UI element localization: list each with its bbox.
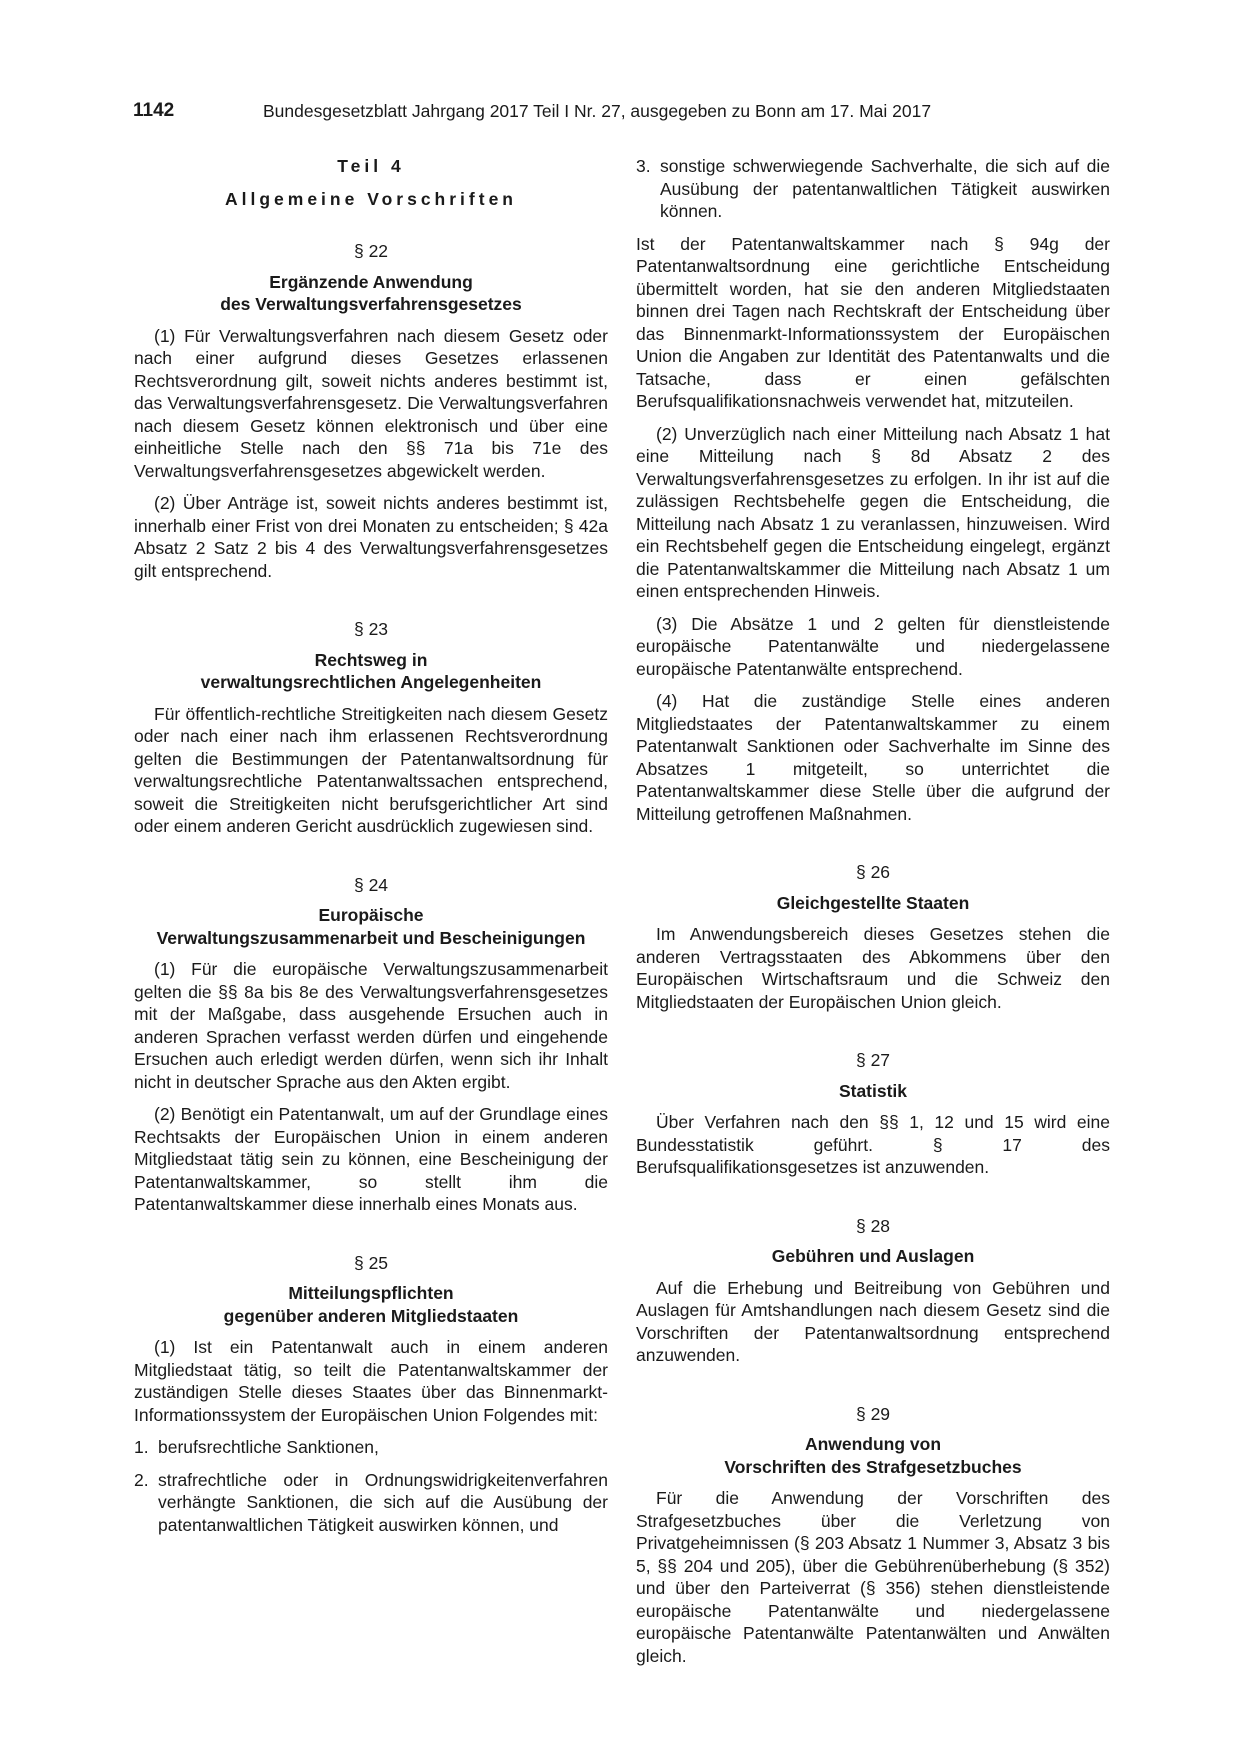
paragraph: (1) Für Verwaltungsverfahren nach diesem Gesetz oder nach einer aufgrund dieses Gesetzes erlassenen Rechtsverordnung gilt, soweit nichts anderes bestimmt ist, das Verwaltungsverfahrensgesetz. Die Verwaltungsverfahren nach diesem Gesetz können elektronisch und über eine einheitliche Stelle nach den §§ 71a bis 71e des Verwaltungsverfahrensgesetzes abgewickelt werden. [134, 325, 608, 481]
list-item-number: 3. [636, 156, 651, 176]
section-28 [636, 1215, 1110, 1367]
section-23 [134, 618, 608, 838]
list-item [134, 1436, 608, 1459]
part-subtitle: Allgemeine Vorschriften [224, 188, 517, 209]
section-title [134, 271, 608, 316]
list-item-number: 1. [134, 1437, 149, 1457]
section-title-line: des Verwaltungsverfahrensgesetzes [220, 294, 522, 314]
page-number: 1142 [133, 100, 175, 121]
section-title-line: Europäische [318, 905, 424, 925]
section-title-line: Rechtsweg in [314, 649, 428, 670]
section-title-line: Verwaltungszusammenarbeit und Bescheinigungen [156, 927, 586, 948]
section-number: § 22 [353, 241, 389, 261]
section-number: § 29 [855, 1403, 891, 1424]
part-title: Teil 4 [337, 156, 405, 176]
paragraph: (1) Ist ein Patentanwalt auch in einem anderen Mitgliedstaat tätig, so teilt die Patentanwaltskammer der zuständigen Stelle dieses Staates über das Binnenmarkt-Informationssystem der Europäischen Union Folgendes mit: [134, 1337, 608, 1425]
section-24 [134, 874, 608, 1216]
section-number: § 27 [855, 1050, 891, 1070]
section-number: § 25 [353, 1252, 389, 1273]
paragraph: (3) Die Absätze 1 und 2 gelten für dienstleistende europäische Patentanwälte und niedergelassene europäische Patentanwälte entsprechend. [636, 613, 1110, 679]
paragraph: (1) Für die europäische Verwaltungszusammenarbeit gelten die §§ 8a bis 8e des Verwaltungsverfahrensgesetzes mit der Maßgabe, dass ausgehende Ersuchen auch in anderen Sprachen verfasst werden dürfen und eingehende Ersuchen auch erledigt werden dürfen, wenn sich ihr Inhalt nicht in deutscher Sprache aus den Akten ergibt. [134, 959, 608, 1092]
running-head: Bundesgesetzblatt Jahrgang 2017 Teil I Nr. 27, ausgegeben zu Bonn am 17. Mai 2017 [263, 101, 932, 121]
section-29 [636, 1403, 1110, 1668]
section-number: § 23 [353, 619, 389, 639]
paragraph: (2) Benötigt ein Patentanwalt, um auf der Grundlage eines Rechtsakts der Europäischen Union in einem anderen Mitgliedstaat tätig sein zu können, eine Bescheinigung der Patentanwaltskammer, so stellt ihm die Patentanwaltskammer diese innerhalb eines Monats aus. [134, 1104, 608, 1214]
section-title: Statistik [838, 1080, 908, 1101]
paragraph: (2) Unverzüglich nach einer Mitteilung nach Absatz 1 hat eine Mitteilung nach § 8d Absatz 2 des Verwaltungsverfahrensgesetzes zu erfolgen. In ihr ist auf die zulässigen Rechtsbehelfe gegen die Entscheidung, die Mitteilung nach Absatz 1 zu veranlassen, hinzuweisen. Wird ein Rechtsbehelf gegen die Entscheidung eingelegt, ergänzt die Patentanwaltskammer die Mitteilung nach Absatz 1 um einen entsprechenden Hinweis. [636, 423, 1110, 601]
paragraph: (4) Hat die zuständige Stelle eines anderen Mitgliedstaates der Patentanwaltskammer zu einem Patentanwalt Sanktionen oder Sachverhalte im Sinne des Absatzes 1 mitgeteilt, so unterrichtet die Patentanwaltskammer diese Stelle über die aufgrund der Mitteilung getroffenen Maßnahmen. [636, 691, 1110, 824]
section-title-line: gegenüber anderen Mitgliedstaaten [223, 1305, 519, 1326]
section-title-line: Mitteilungspflichten [288, 1283, 454, 1303]
section-title-line: verwaltungsrechtlichen Angelegenheiten [200, 672, 542, 692]
section-title [134, 1282, 608, 1327]
paragraph: Auf die Erhebung und Beitreibung von Gebühren und Auslagen für Amtshandlungen nach diesem Gesetz sind die Vorschriften der Patentanwaltsordnung entsprechend anzuwenden. [636, 1277, 1110, 1365]
section-title [134, 649, 608, 694]
section-title: Gebühren und Auslagen [771, 1246, 975, 1266]
section-26 [636, 861, 1110, 1013]
section-27 [636, 1049, 1110, 1179]
section-title [134, 904, 608, 949]
section-22 [134, 240, 608, 582]
list-item-number: 2. [134, 1469, 149, 1490]
right-column [636, 155, 1110, 1677]
paragraph: Ist der Patentanwaltskammer nach § 94g der Patentanwaltsordnung eine gerichtliche Entscheidung übermittelt worden, hat sie den anderen Mitgliedstaaten binnen drei Tagen nach Rechtskraft der Entscheidung über das Binnenmarkt-Informationssystem der Europäischen Union die Angaben zur Identität des Patentanwalts und die Tatsache, dass er einen gefälschten Berufsqualifikationsnachweis verwendet hat, mitzuteilen. [636, 233, 1110, 411]
section-number: § 24 [353, 874, 389, 895]
list-item-text: strafrechtliche oder in Ordnungswidrigkeitenverfahren verhängte Sanktionen, die sich auf die Ausübung der patentanwaltlichen Tätigkeit auswirken können, und [158, 1469, 608, 1535]
section-number: § 28 [855, 1215, 891, 1236]
list-item-text: berufsrechtliche Sanktionen, [158, 1437, 379, 1457]
paragraph: Über Verfahren nach den §§ 1, 12 und 15 wird eine Bundesstatistik geführt. § 17 des Berufsqualifikationsgesetzes ist anzuwenden. [636, 1112, 1110, 1177]
page-header [133, 100, 1113, 128]
section-title [636, 1433, 1110, 1478]
section-title-line: Ergänzende Anwendung [269, 271, 473, 292]
list-item [134, 1469, 608, 1537]
list-item [636, 155, 1110, 223]
paragraph: Für die Anwendung der Vorschriften des Strafgesetzbuches über die Verletzung von Privatgeheimnissen (§ 203 Absatz 1 Nummer 3, Absatz 3 bis 5, §§ 204 und 205), über die Gebührenüberhebung (§ 352) und über den Parteiverrat (§ 356) stehen dienstleistende europäische Patentanwälte und niedergelassene europäische Patentanwälte Patentanwälten und Anwälten gleich. [636, 1488, 1110, 1666]
left-column [134, 155, 608, 1546]
section-title-line: Vorschriften des Strafgesetzbuches [724, 1456, 1022, 1477]
section-title: Gleichgestellte Staaten [776, 892, 970, 913]
section-25-continued [636, 155, 1110, 825]
section-25 [134, 1252, 608, 1537]
paragraph: Für öffentlich-rechtliche Streitigkeiten nach diesem Gesetz oder nach einer nach ihm erlassenen Rechtsverordnung gelten die Bestimmungen der Patentanwaltsordnung für verwaltungsrechtliche Patentanwaltssachen entsprechend, soweit die Streitigkeiten nicht berufsgerichtlicher Art sind oder einem anderen Gericht ausdrücklich zugewiesen sind. [134, 703, 608, 836]
list-item-text: sonstige schwerwiegende Sachverhalte, die sich auf die Ausübung der patentanwaltlichen Tätigkeit auswirken können. [660, 156, 1110, 221]
paragraph: (2) Über Anträge ist, soweit nichts anderes bestimmt ist, innerhalb einer Frist von drei Monaten zu entscheiden; § 42a Absatz 2 Satz 2 bis 4 des Verwaltungsverfahrensgesetzes gilt entsprechend. [134, 493, 608, 581]
paragraph: Im Anwendungsbereich dieses Gesetzes stehen die anderen Vertragsstaaten des Abkommens über den Europäischen Wirtschaftsraum und die Schweiz den Mitgliedstaaten der Europäischen Union gleich. [636, 924, 1110, 1012]
section-title-line: Anwendung von [804, 1434, 942, 1454]
section-number: § 26 [855, 862, 891, 882]
